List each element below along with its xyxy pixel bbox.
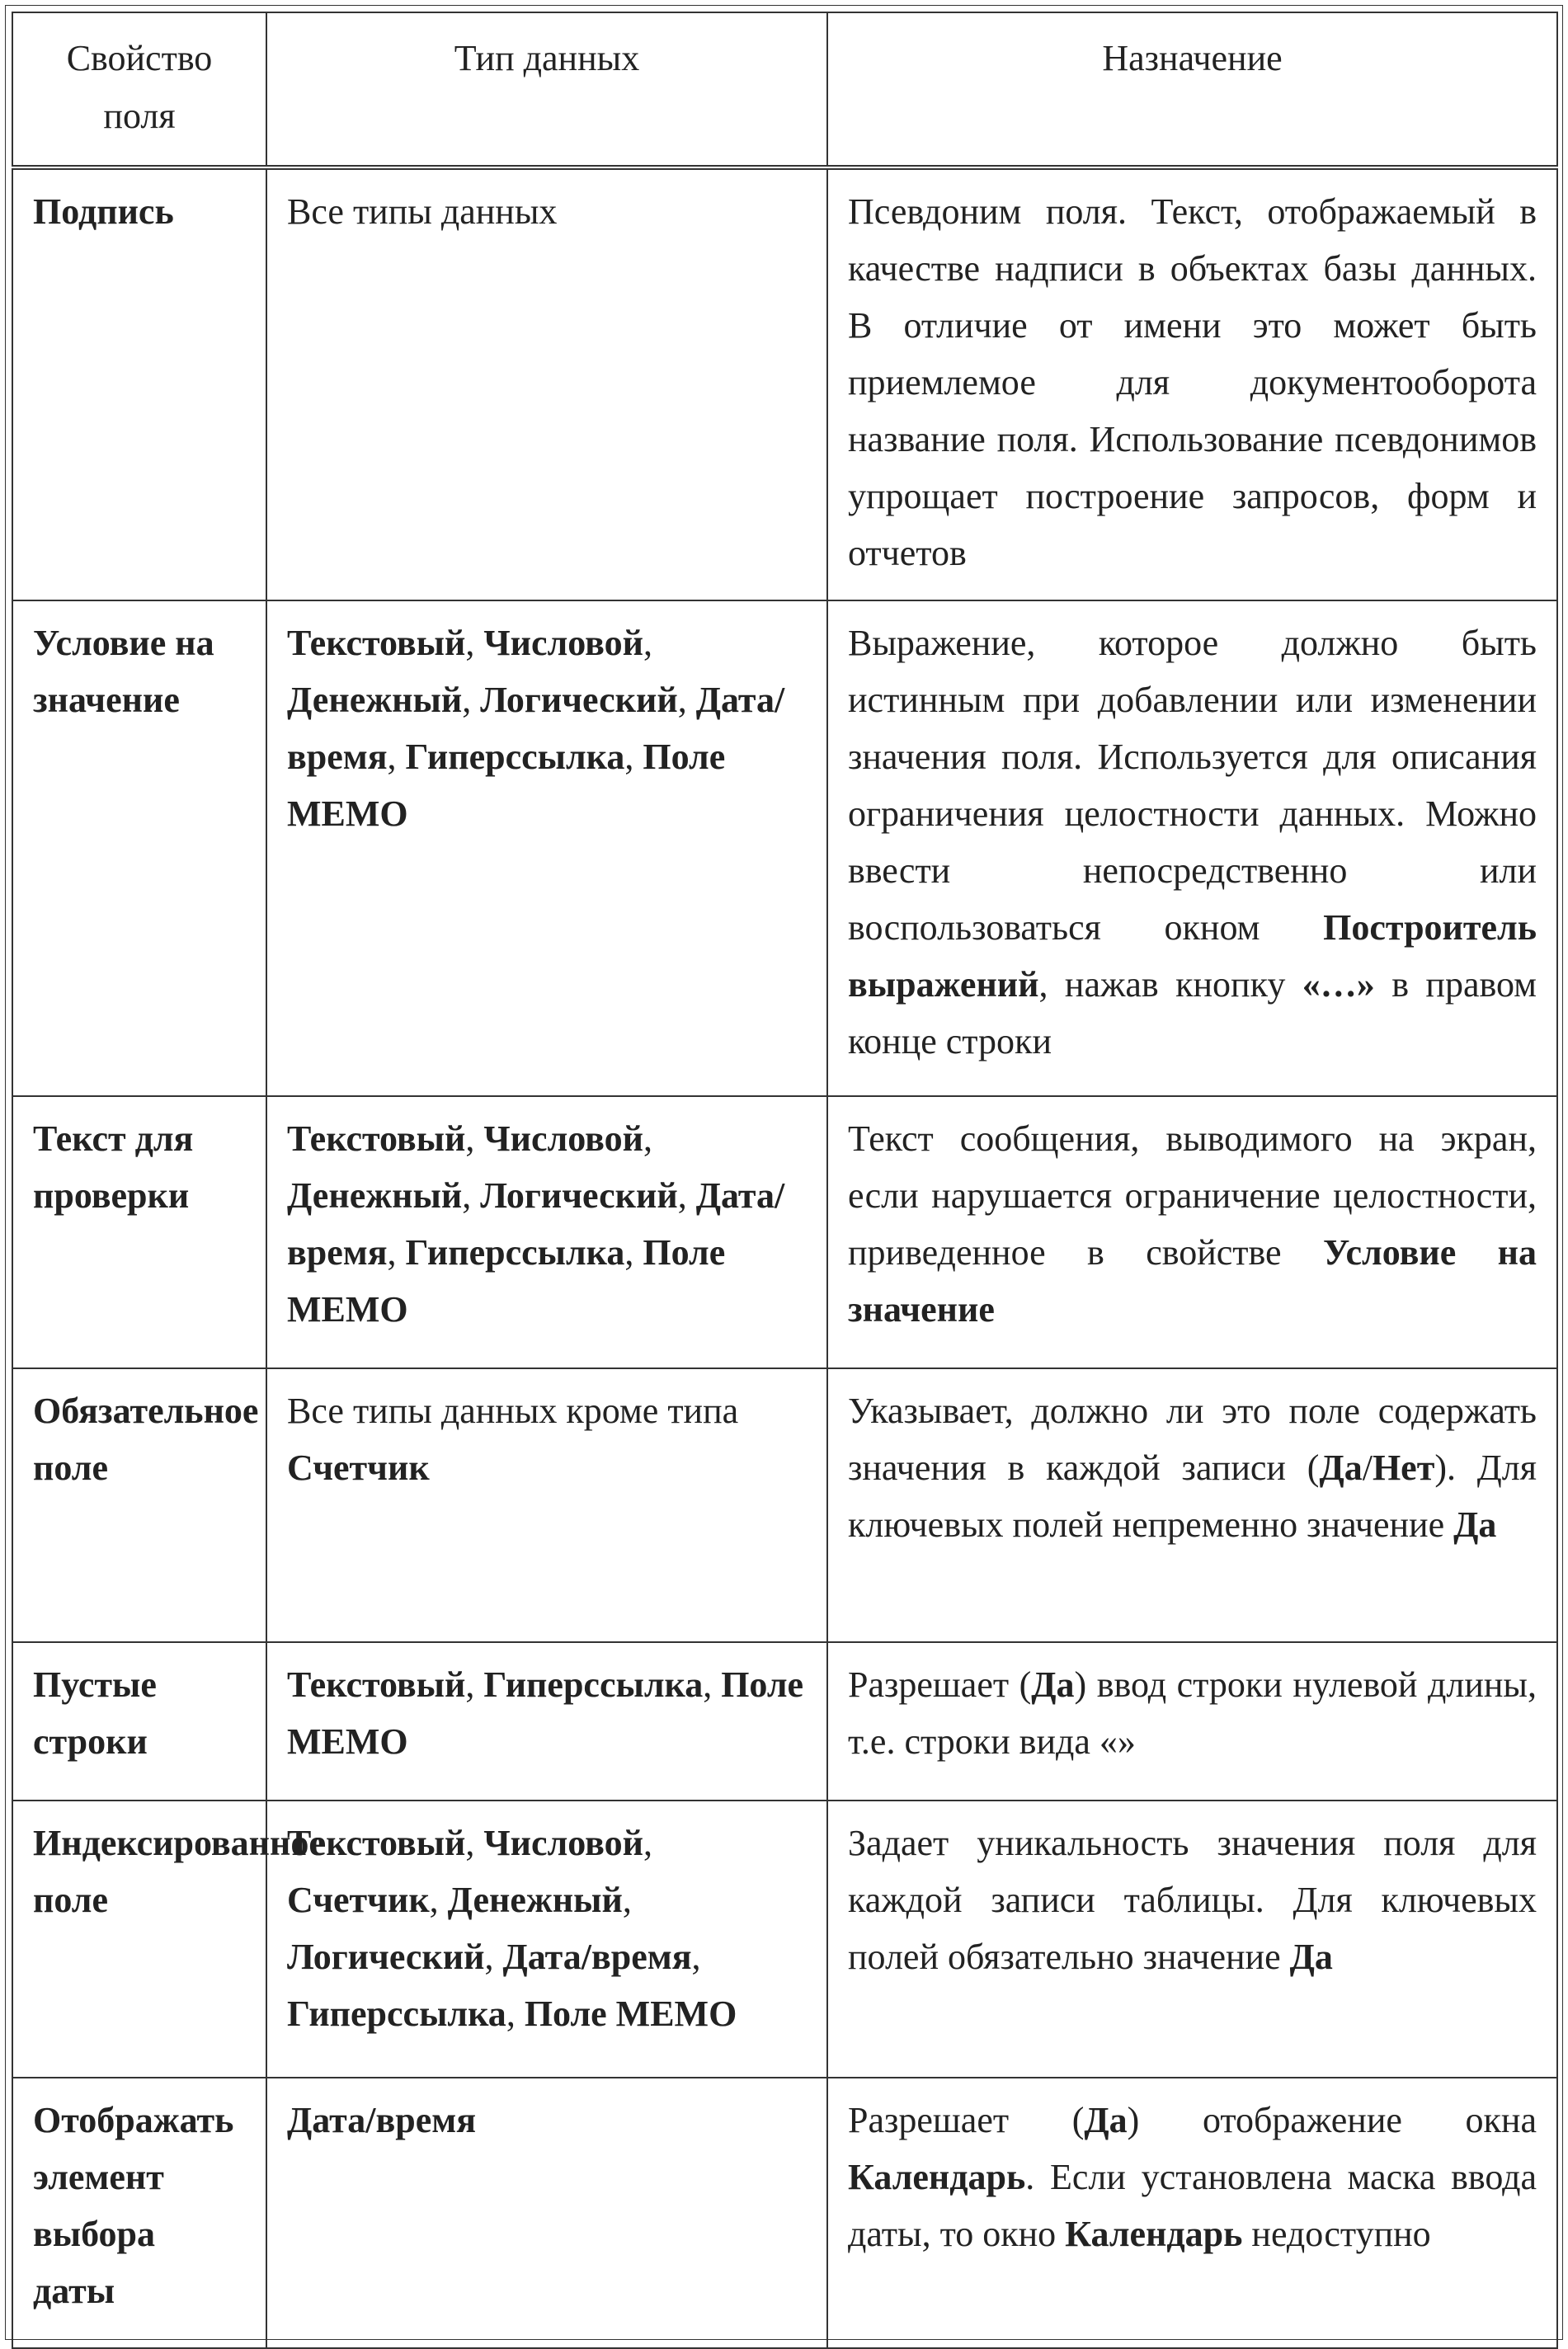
purpose-text: Разрешает ( — [848, 2100, 1085, 2140]
purpose-text: Да — [1289, 1937, 1333, 1977]
cell-data-type — [266, 600, 827, 1096]
table-row — [12, 1642, 1557, 1801]
data-type-text: Дата/время — [287, 1175, 785, 1273]
data-type-text: Текстовый — [287, 623, 466, 663]
purpose-text: Да — [1319, 1448, 1363, 1488]
table-row — [12, 167, 1557, 600]
data-type-text: Гиперссылка — [287, 1994, 506, 2034]
cell-purpose — [827, 1801, 1557, 2078]
table-row — [12, 1368, 1557, 1642]
data-type-text: , — [462, 680, 481, 720]
data-type-text: , — [465, 1823, 484, 1863]
cell-data-type — [266, 167, 827, 600]
data-type-text: , — [429, 1880, 448, 1920]
data-type-text: , — [462, 1175, 481, 1216]
data-type-text: Поле МЕМО — [524, 1994, 737, 2034]
purpose-text: Да — [1031, 1664, 1075, 1705]
data-type-text: Числовой — [483, 623, 643, 663]
purpose-text: ) отображение окна — [1127, 2100, 1537, 2140]
cell-data-type — [266, 2078, 827, 2348]
purpose-text: Текст сообщения, выводимого на экран, если нарушается ограничение целостности, приведенное в свойстве — [848, 1118, 1537, 1273]
purpose-text: Календарь — [1065, 2214, 1243, 2254]
purpose-text: «…» — [1302, 964, 1375, 1005]
purpose-text: ) ввод строки нулевой длины, т.е. строки вида «» — [848, 1664, 1537, 1762]
data-type-text: Поле МЕМО — [287, 1664, 804, 1762]
data-type-text: , — [506, 1994, 525, 2034]
purpose-text: Нет — [1372, 1448, 1435, 1488]
data-type-text: , — [465, 1118, 484, 1159]
data-type-text: Денежный — [447, 1880, 623, 1920]
data-type-text: Текстовый — [287, 1664, 466, 1705]
cell-property: Обязательное поле — [12, 1368, 266, 1642]
data-type-text: Текстовый — [287, 1823, 466, 1863]
header-row — [12, 12, 1557, 167]
cell-data-type — [266, 1096, 827, 1368]
cell-property: Условие на значение — [12, 600, 266, 1096]
data-type-text: Числовой — [483, 1823, 643, 1863]
purpose-text: Выражение, которое должно быть истинным при добавлении или изменении значения поля. Используется для описания ограничения целостности данных. Можно ввести непосредственно или воспользоваться окном — [848, 623, 1537, 948]
cell-property: Индексированное поле — [12, 1801, 266, 2078]
data-type-text: Денежный — [287, 1175, 463, 1216]
data-type-text: Денежный — [287, 680, 463, 720]
cell-data-type — [266, 1801, 827, 2078]
cell-property: Текст для проверки — [12, 1096, 266, 1368]
purpose-text: Построитель выражений — [848, 907, 1537, 1005]
data-type-text: , — [484, 1937, 503, 1977]
data-type-text: , — [624, 1232, 643, 1273]
data-type-text: , — [677, 680, 696, 720]
data-type-text: Числовой — [483, 1118, 643, 1159]
cell-purpose — [827, 600, 1557, 1096]
field-properties-table — [12, 12, 1558, 2349]
purpose-text: недоступно — [1242, 2214, 1431, 2254]
purpose-text: Условие на значение — [848, 1232, 1537, 1330]
data-type-text: Логический — [287, 1937, 485, 1977]
table-row — [12, 2078, 1557, 2348]
purpose-text: Задает уникальность значения поля для каждой записи таблицы. Для ключевых полей обязательно значение — [848, 1823, 1537, 1977]
purpose-text: ). Для ключевых полей непременно значение — [848, 1448, 1537, 1545]
data-type-text: Логический — [480, 680, 678, 720]
data-type-text: , — [691, 1937, 701, 1977]
cell-purpose — [827, 1642, 1557, 1801]
data-type-text: Гиперссылка — [483, 1664, 704, 1705]
purpose-text: Да — [1453, 1504, 1497, 1545]
purpose-text: в правом конце строки — [848, 964, 1537, 1062]
data-type-text: , — [465, 1664, 484, 1705]
cell-property: Пустые строки — [12, 1642, 266, 1801]
data-type-text: Счетчик — [287, 1880, 430, 1920]
table-row — [12, 1801, 1557, 2078]
data-type-text: , — [677, 1175, 696, 1216]
data-type-text: , — [643, 1118, 652, 1159]
data-type-text: , — [624, 737, 643, 777]
data-type-text: , — [465, 623, 484, 663]
data-type-text: , — [643, 1823, 652, 1863]
table-body — [12, 167, 1557, 2348]
table-row — [12, 1096, 1557, 1368]
data-type-text: Гиперссылка — [405, 737, 625, 777]
data-type-text: Все типы данных — [287, 191, 558, 232]
purpose-text: Указывает, должно ли это поле содержать значения в каждой записи ( — [848, 1391, 1537, 1488]
cell-purpose — [827, 167, 1557, 600]
header-data-type: Тип данных — [266, 12, 827, 167]
cell-purpose — [827, 2078, 1557, 2348]
data-type-text: Все типы данных кроме типа — [287, 1391, 739, 1431]
cell-property: Отображать элемент выбора даты — [12, 2078, 266, 2348]
purpose-text: . Если установлена маска ввода даты, то окно — [848, 2157, 1537, 2254]
purpose-text: Псевдоним поля. Текст, отображаемый в качестве надписи в объектах базы данных. В отличие от имени это может быть приемлемое для документооборота название поля. Использование псевдонимов упрощает построение запросов, форм и отчетов — [848, 191, 1537, 573]
data-type-text: , — [703, 1664, 722, 1705]
data-type-text: Логический — [480, 1175, 678, 1216]
header-property: Свойство поля — [12, 12, 266, 167]
cell-data-type — [266, 1642, 827, 1801]
data-type-text: Дата/время — [287, 2100, 477, 2140]
data-type-text: Дата/время — [502, 1937, 692, 1977]
table-header — [12, 12, 1557, 167]
data-type-text: Счетчик — [287, 1448, 430, 1488]
cell-property: Подпись — [12, 167, 266, 600]
data-type-text: Текстовый — [287, 1118, 466, 1159]
data-type-text: , — [387, 737, 406, 777]
header-purpose: Назначение — [827, 12, 1557, 167]
data-type-text: Дата/время — [287, 680, 785, 777]
purpose-text: Календарь — [848, 2157, 1026, 2197]
data-type-text: Поле МЕМО — [287, 737, 726, 834]
data-type-text: Гиперссылка — [405, 1232, 625, 1273]
cell-purpose — [827, 1096, 1557, 1368]
data-type-text: , — [643, 623, 652, 663]
purpose-text: Разрешает ( — [848, 1664, 1032, 1705]
purpose-text: , нажав кнопку — [1038, 964, 1302, 1005]
data-type-text: Поле МЕМО — [287, 1232, 726, 1330]
data-type-text: , — [387, 1232, 406, 1273]
cell-data-type — [266, 1368, 827, 1642]
purpose-text: Да — [1084, 2100, 1128, 2140]
data-type-text: , — [622, 1880, 632, 1920]
cell-purpose — [827, 1368, 1557, 1642]
purpose-text: / — [1362, 1448, 1373, 1488]
table-row — [12, 600, 1557, 1096]
